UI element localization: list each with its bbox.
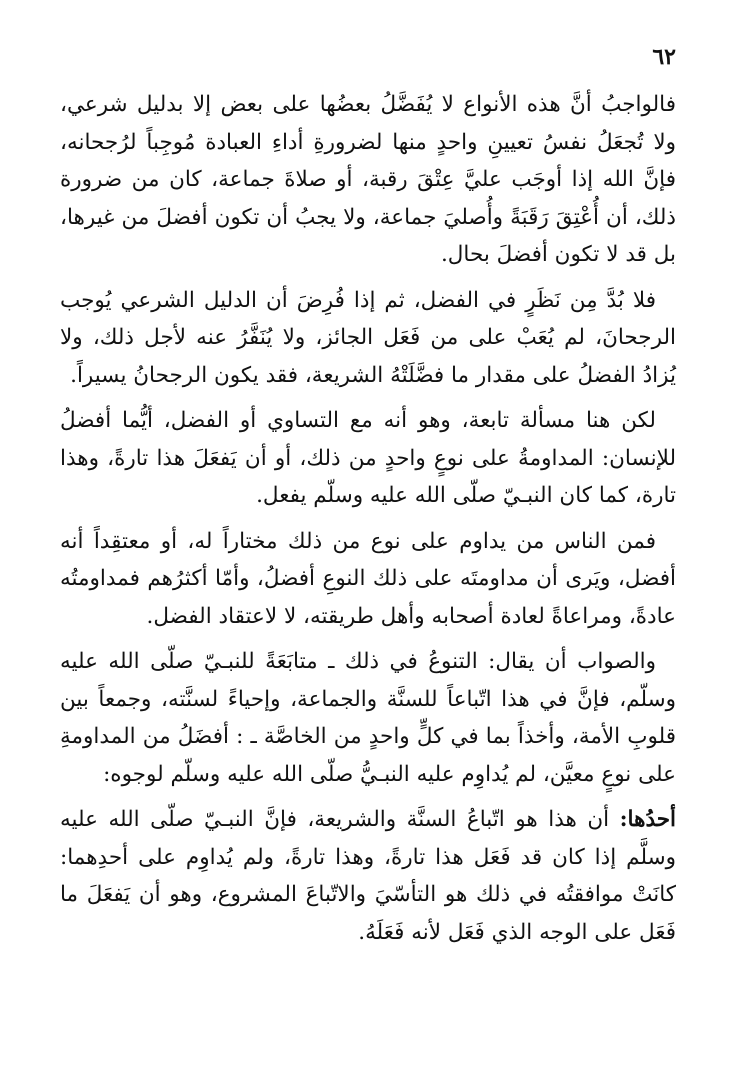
paragraph-1: فالواجبُ أنَّ هذه الأنواع لا يُفَضَّلُ بعضُها على بعض إلا بدليل شرعي، ولا تُجعَلُ نفسُ تعيينِ واحدٍ منها لضرورةِ أداءِ العبادة مُوجِباً لرُجحانه، فإنَّ الله إذا أوجَب عليَّ عِتْقَ رقبة، أو صلاةَ جماعة، كان من ضرورة ذلك، أن أُعْتِقَ رَقَبَةً وأُصليَ جماعة، ولا يجبُ أن تكون أفضلَ من غيرها، بل قد لا تكون أفضلَ بحال. xyxy=(60,92,676,267)
paragraph-6-text: أن هذا هو اتّباعُ السنَّة والشريعة، فإنَّ النبـيّ صلّى الله عليه وسلَّم إذا كان قد فَعَل هذا تارةً، وهذا تارةً، ولم يُداوِم على أحدِهما: كانَتْ موافقتُه في ذلك هو التأسّيَ والاتّباعَ المشروع، وهو أن يَفعَلَ ما فَعَل على الوجه الذي فَعَل لأنه فَعَلَهُ. xyxy=(60,807,676,945)
paragraph-5: والصواب أن يقال: التنوعُ في ذلك ـ متابَعَةً للنبـيّ صلّى الله عليه وسلّم، فإنَّ في هذا اتّباعاً للسنَّة والجماعة، وإحياءً لسنَّته، وجمعاً بين قلوبِ الأمة، وأخذاً بما في كلٍّ واحدٍ من الخاصَّة ـ : أفضَلُ من المداومةِ على نوعٍ معيَّن، لم يُداوِم عليه النبـيُّ صلّى الله عليه وسلّم لوجوه: xyxy=(60,649,676,787)
paragraph-6 xyxy=(60,801,676,951)
page-number: ٦٢ xyxy=(652,44,676,70)
paragraph-6-lead: أحدُها: xyxy=(619,807,676,832)
body-text xyxy=(60,86,676,959)
paragraph-2: فلا بُدَّ مِن نَظَرٍ في الفضل، ثم إذا فُرِضَ أن الدليل الشرعي يُوجب الرجحانَ، لم يُعَبْ على من فَعَل الجائز، ولا يُنَفَّرُ عنه لأجل ذلك، ولا يُزادُ الفضلُ على مقدار ما فضَّلَتْهُ الشريعة، فقد يكون الرجحانُ يسيراً. xyxy=(60,287,676,388)
paragraph-4: فمن الناس من يداوم على نوع من ذلك مختاراً له، أو معتقِداً أنه أفضل، ويَرى أن مداومتَه على ذلك النوعِ أفضلُ، وأمّا أكثرُهم فمداومتُه عادةً، ومراعاةً لعادة أصحابه وأهل طريقته، لا لاعتقاد الفضل. xyxy=(60,528,676,629)
paragraph-3: لكن هنا مسألة تابعة، وهو أنه مع التساوي أو الفضل، أيُّما أفضلُ للإنسان: المداومةُ على نوعٍ واحدٍ من ذلك، أو أن يَفعَلَ هذا تارةً، وهذا تارة، كما كان النبـيّ صلّى الله عليه وسلّم يفعل. xyxy=(60,408,676,508)
